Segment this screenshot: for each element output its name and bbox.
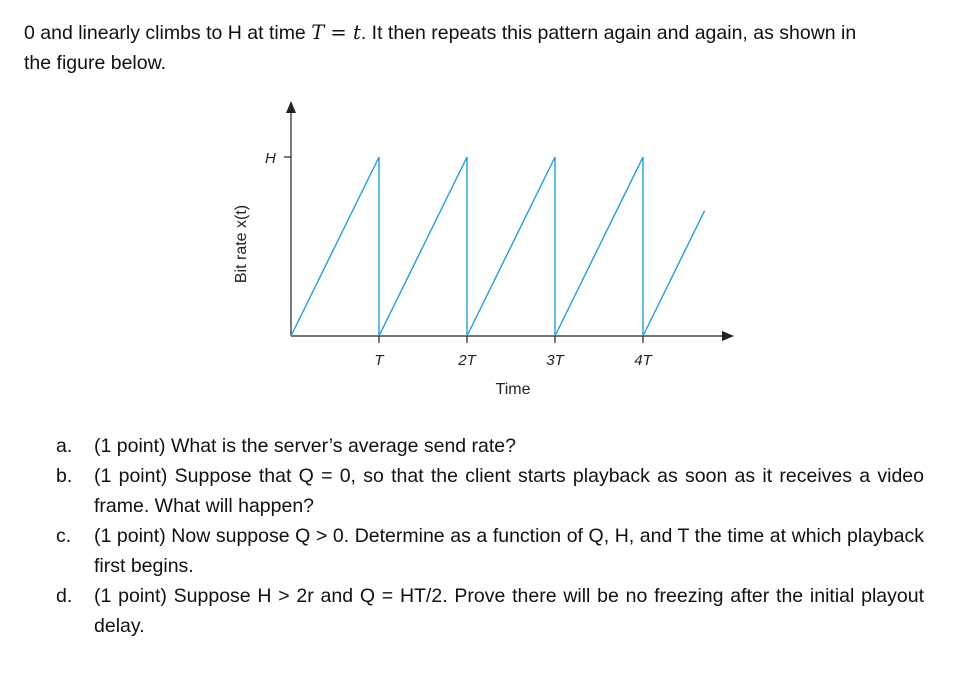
x-tick-label: 4T xyxy=(634,352,652,369)
x-tick-label: 3T xyxy=(546,352,564,369)
y-axis-arrowhead xyxy=(286,101,296,113)
intro-line-1: 0 and linearly climbs to H at time T = t. It then repeats this pattern again and again, as shown in xyxy=(24,21,857,44)
question-text: (1 point) Suppose H > 2r and Q = HT/2. Prove there will be no freezing after the initial playout delay. xyxy=(94,585,924,637)
y-axis-label: Bit rate x(t) xyxy=(233,204,250,284)
x-axis-arrowhead xyxy=(722,331,734,341)
question-marker: d. xyxy=(56,585,73,607)
question-marker: b. xyxy=(56,465,73,487)
x-axis-label: Time xyxy=(495,381,531,398)
question-text: (1 point) Suppose that Q = 0, so that the client starts playback as soon as it receives a video frame. What will happen? xyxy=(94,465,924,517)
x-tick-label: 2T xyxy=(458,352,476,369)
question-list xyxy=(56,431,924,641)
question-text: (1 point) What is the server’s average send rate? xyxy=(94,435,516,457)
h-tick-label: H xyxy=(265,150,276,167)
question-text: (1 point) Now suppose Q > 0. Determine as a function of Q, H, and T the time at which playback first begins. xyxy=(94,525,924,577)
question-d xyxy=(56,581,924,641)
intro-line-2: the figure below. xyxy=(24,52,167,74)
sawtooth-series-line xyxy=(291,157,705,336)
question-c xyxy=(56,521,924,581)
question-marker: c. xyxy=(56,525,72,547)
question-marker: a. xyxy=(56,435,73,457)
x-tick-label: T xyxy=(374,352,384,369)
x-ticks xyxy=(374,336,653,369)
question-b xyxy=(56,461,924,521)
question-a xyxy=(56,431,924,461)
